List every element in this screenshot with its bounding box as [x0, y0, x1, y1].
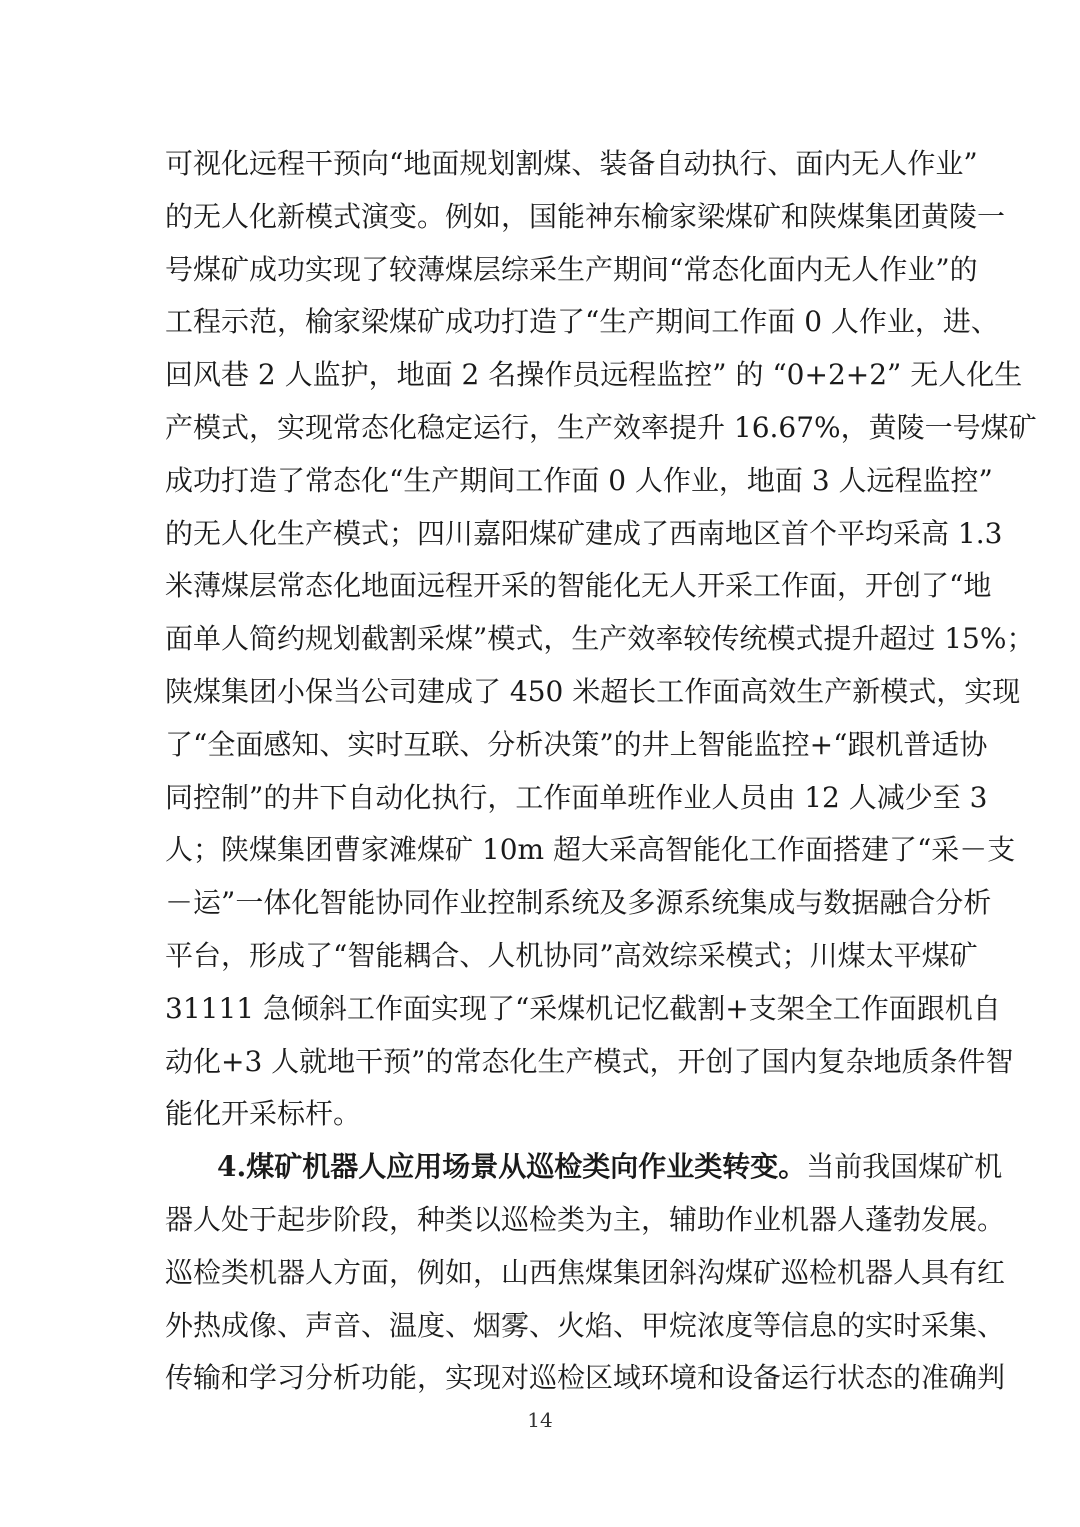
text-line: 面单人简约规划截割采煤”模式，生产效率较传统模式提升超过 15%； [165, 622, 1035, 656]
section-heading-line [165, 1141, 1003, 1194]
text-line: 陕煤集团小保当公司建成了 450 米超长工作面高效生产新模式，实现 [165, 674, 1021, 708]
body-text [165, 138, 1037, 1405]
text-line: 号煤矿成功实现了较薄煤层综采生产期间“常态化面内无人作业”的 [165, 252, 978, 286]
text-line: 回风巷 2 人监护，地面 2 名操作员远程监控” 的 “0+2+2” 无人化生 [165, 358, 1023, 392]
text-line: 工程示范，榆家梁煤矿成功打造了“生产期间工作面 0 人作业，进、 [165, 305, 999, 339]
text-line: 能化开采标杆。 [165, 1097, 362, 1131]
text-line: －运”一体化智能协同作业控制系统及多源系统集成与数据融合分析 [165, 886, 992, 920]
page-number: 14 [527, 1408, 553, 1432]
text-line: 传输和学习分析功能，实现对巡检区域环境和设备运行状态的准确判 [165, 1361, 1006, 1395]
text-line: 可视化远程干预向“地面规划割煤、装备自动执行、面内无人作业” [165, 147, 978, 180]
heading-continuation: 当前我国煤矿机 [806, 1150, 1003, 1184]
text-line: 人；陕煤集团曹家滩煤矿 10m 超大采高智能化工作面搭建了“采－支 [165, 833, 1016, 867]
text-line: 产模式，实现常态化稳定运行，生产效率提升 16.67%，黄陵一号煤矿 [165, 410, 1037, 444]
text-line: 外热成像、声音、温度、烟雾、火焰、甲烷浓度等信息的实时采集、 [165, 1308, 1006, 1342]
text-line: 成功打造了常态化“生产期间工作面 0 人作业，地面 3 人远程监控” [165, 463, 993, 497]
text-line: 动化+3 人就地干预”的常态化生产模式，开创了国内复杂地质条件智 [165, 1044, 1014, 1078]
text-line: 平台，形成了“智能耦合、人机协同”高效综采模式；川煤太平煤矿 [165, 938, 978, 972]
text-line: 了“全面感知、实时互联、分析决策”的井上智能监控+“跟机普适协 [165, 727, 988, 761]
text-line: 器人处于起步阶段，种类以巡检类为主，辅助作业机器人蓬勃发展。 [165, 1202, 1006, 1236]
text-line: 的无人化新模式演变。例如，国能神东榆家梁煤矿和陕煤集团黄陵一 [165, 199, 1006, 233]
text-line: 的无人化生产模式；四川嘉阳煤矿建成了西南地区首个平均采高 1.3 [165, 516, 1003, 550]
text-line: 31111 急倾斜工作面实现了“采煤机记忆截割+支架全工作面跟机自 [165, 991, 1001, 1025]
text-line: 巡检类机器人方面，例如，山西焦煤集团斜沟煤矿巡检机器人具有红 [165, 1255, 1006, 1289]
section-heading: 4.煤矿机器人应用场景从巡检类向作业类转变。 [217, 1150, 807, 1184]
text-line: 米薄煤层常态化地面远程开采的智能化无人开采工作面，开创了“地 [165, 569, 992, 603]
text-line: 同控制”的井下自动化执行，工作面单班作业人员由 12 人减少至 3 [165, 780, 988, 814]
